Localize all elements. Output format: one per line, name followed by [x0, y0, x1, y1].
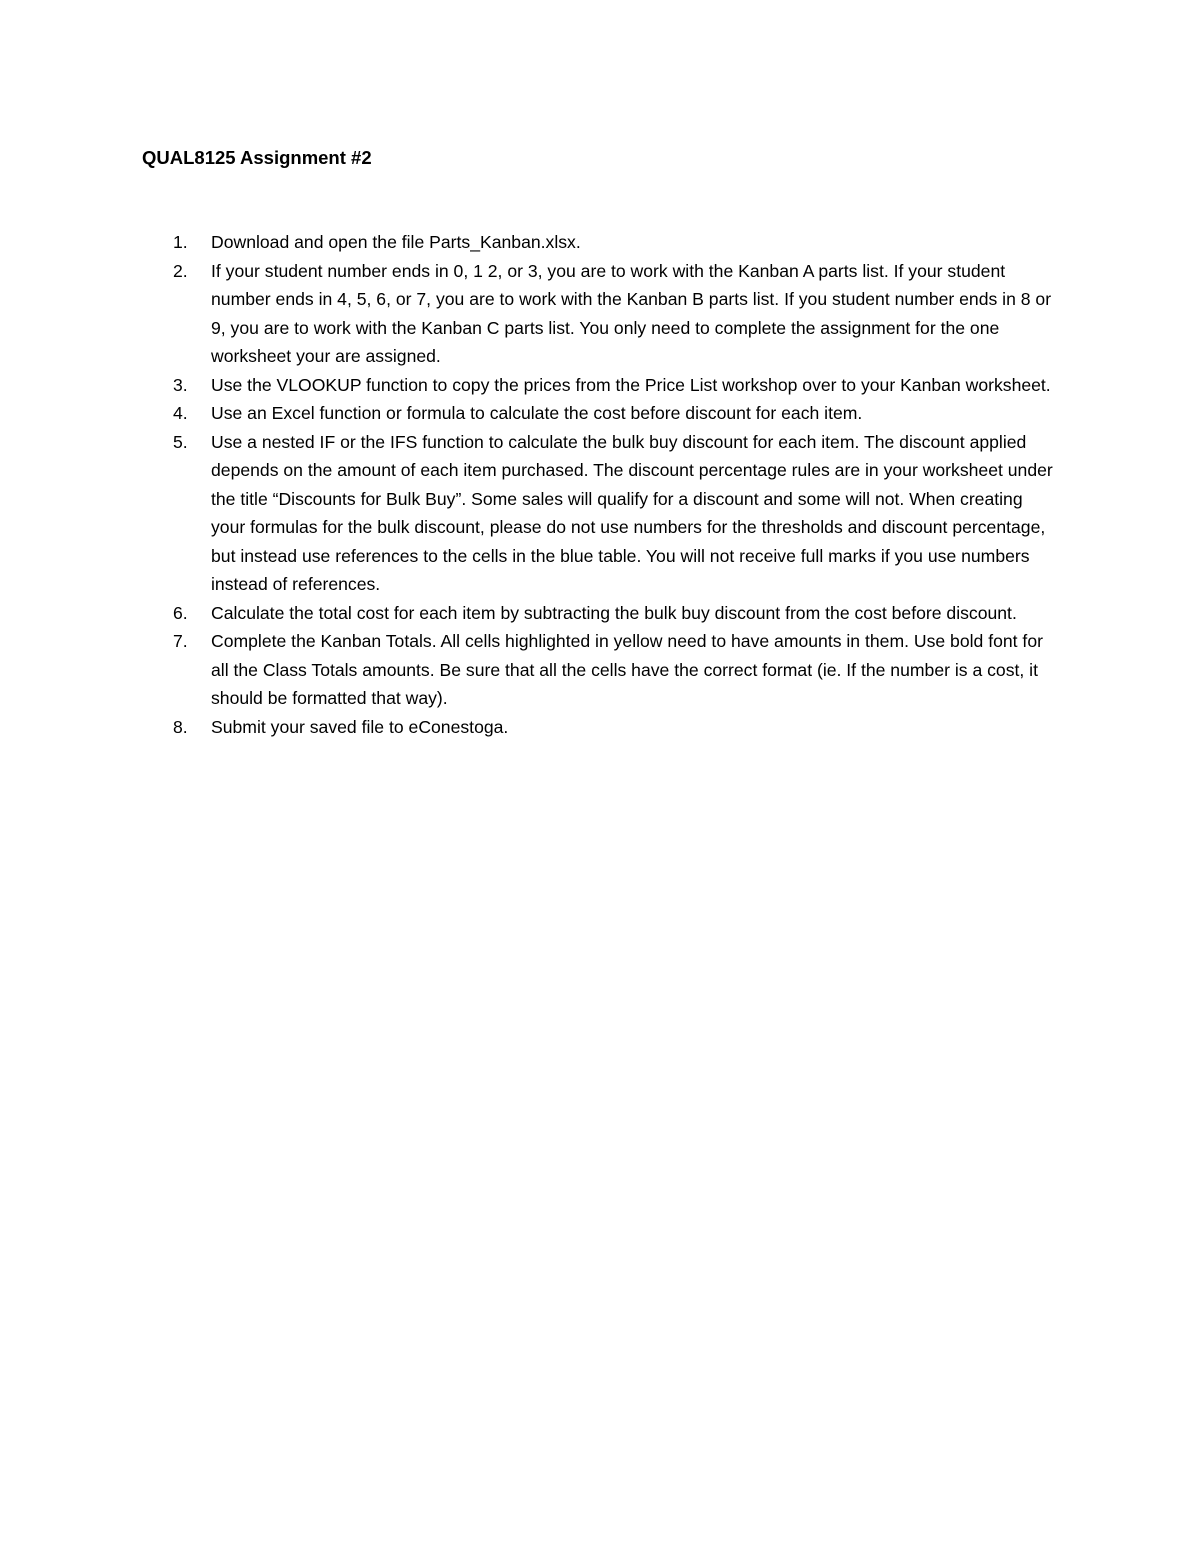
- list-item: [0, 627, 1059, 713]
- list-item-text: Use the VLOOKUP function to copy the prices from the Price List workshop over to your Kanban worksheet.: [211, 374, 1051, 395]
- document-title: QUAL8125 Assignment #2: [142, 147, 372, 168]
- list-item-text: Complete the Kanban Totals. All cells highlighted in yellow need to have amounts in them. Use bold font for all the Class Totals amounts. Be sure that all the cells have the correct format (ie. If the number is a cost, it should be formatted that way).: [211, 631, 1043, 708]
- list-item: [0, 713, 1059, 742]
- list-item-number: 1.: [173, 232, 188, 252]
- list-item-number: 4.: [173, 403, 188, 423]
- list-item-number: 8.: [173, 716, 188, 737]
- list-item-number: 3.: [173, 374, 188, 395]
- list-item-text: Download and open the file Parts_Kanban.xlsx.: [211, 232, 581, 252]
- list-item: [0, 228, 1059, 257]
- list-item: [0, 371, 1059, 400]
- list-item-number: 5.: [173, 431, 188, 452]
- list-item: [0, 399, 1059, 428]
- instructions-list: [0, 228, 1200, 741]
- list-item-number: 6.: [173, 602, 188, 623]
- list-item: [0, 257, 1059, 371]
- list-item-text: If your student number ends in 0, 1 2, or 3, you are to work with the Kanban A parts list. If your student number ends in 4, 5, 6, or 7, you are to work with the Kanban B parts list. If you student number ends in 8 or 9, you are to work with the Kanban C parts list. You only need to complete the assignment for the one worksheet your are assigned.: [211, 260, 1052, 366]
- list-item: [0, 428, 1059, 599]
- list-item-number: 2.: [173, 260, 188, 281]
- list-item-text: Use an Excel function or formula to calculate the cost before discount for each item.: [211, 403, 863, 423]
- list-item-text: Calculate the total cost for each item by subtracting the bulk buy discount from the cost before discount.: [211, 602, 1017, 623]
- list-item-text: Use a nested IF or the IFS function to calculate the bulk buy discount for each item. The discount applied depends on the amount of each item purchased. The discount percentage rules are in your worksheet under the title “Discounts for Bulk Buy”. Some sales will qualify for a discount and some will not. When creating your formulas for the bulk discount, please do not use numbers for the thresholds and discount percentage, but instead use references to the cells in the blue table. You will not receive full marks if you use numbers instead of references.: [211, 431, 1053, 594]
- list-item: [0, 599, 1059, 628]
- list-item-text: Submit your saved file to eConestoga.: [211, 716, 509, 737]
- list-item-number: 7.: [173, 631, 188, 651]
